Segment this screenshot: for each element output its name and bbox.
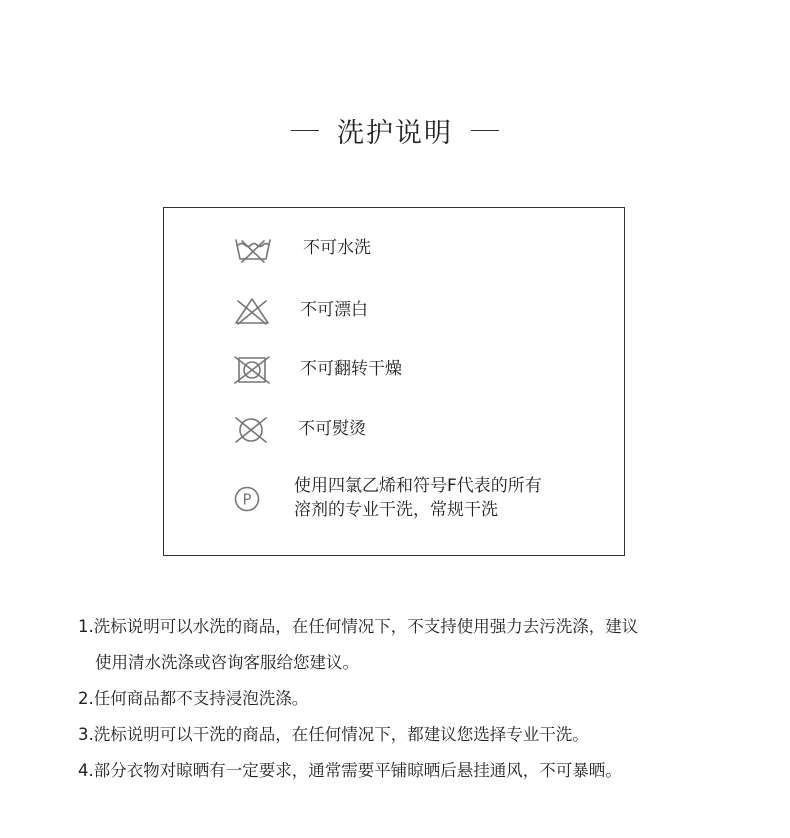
care-label-no-bleach: 不可漂白 xyxy=(300,300,368,320)
care-label-no-tumble-dry: 不可翻转干燥 xyxy=(300,359,402,379)
instruction-2: 2.任何商品都不支持浸泡洗涤。 xyxy=(78,689,309,708)
title-right-dash xyxy=(471,130,499,131)
no-iron-icon xyxy=(232,415,270,445)
no-bleach-icon xyxy=(233,296,271,326)
no-tumble-dry-icon xyxy=(233,355,271,385)
instruction-4: 4.部分衣物对晾晒有一定要求，通常需要平铺晾晒后悬挂通风，不可暴晒。 xyxy=(78,761,622,780)
care-label-dry-clean-line1: 使用四氯乙烯和符号F代表的所有 xyxy=(294,476,542,496)
dry-clean-p-icon xyxy=(228,484,266,514)
no-wash-icon xyxy=(234,235,272,265)
care-symbols-box xyxy=(163,207,625,556)
care-label-no-wash: 不可水洗 xyxy=(303,238,371,258)
instruction-3: 3.洗标说明可以干洗的商品，在任何情况下，都建议您选择专业干洗。 xyxy=(78,725,589,744)
title-left-dash xyxy=(291,130,319,131)
svg-text:P: P xyxy=(242,490,252,509)
instruction-1-line1: 1.洗标说明可以水洗的商品，在任何情况下，不支持使用强力去污洗涤，建议 xyxy=(78,617,639,636)
page-title: 洗护说明 xyxy=(337,117,453,149)
care-label-no-iron: 不可熨烫 xyxy=(298,419,366,439)
instruction-1-line2: 使用清水洗涤或咨询客服给您建议。 xyxy=(95,653,359,672)
page-title-row xyxy=(0,108,790,152)
care-label-dry-clean-line2: 溶剂的专业干洗，常规干洗 xyxy=(294,500,498,520)
